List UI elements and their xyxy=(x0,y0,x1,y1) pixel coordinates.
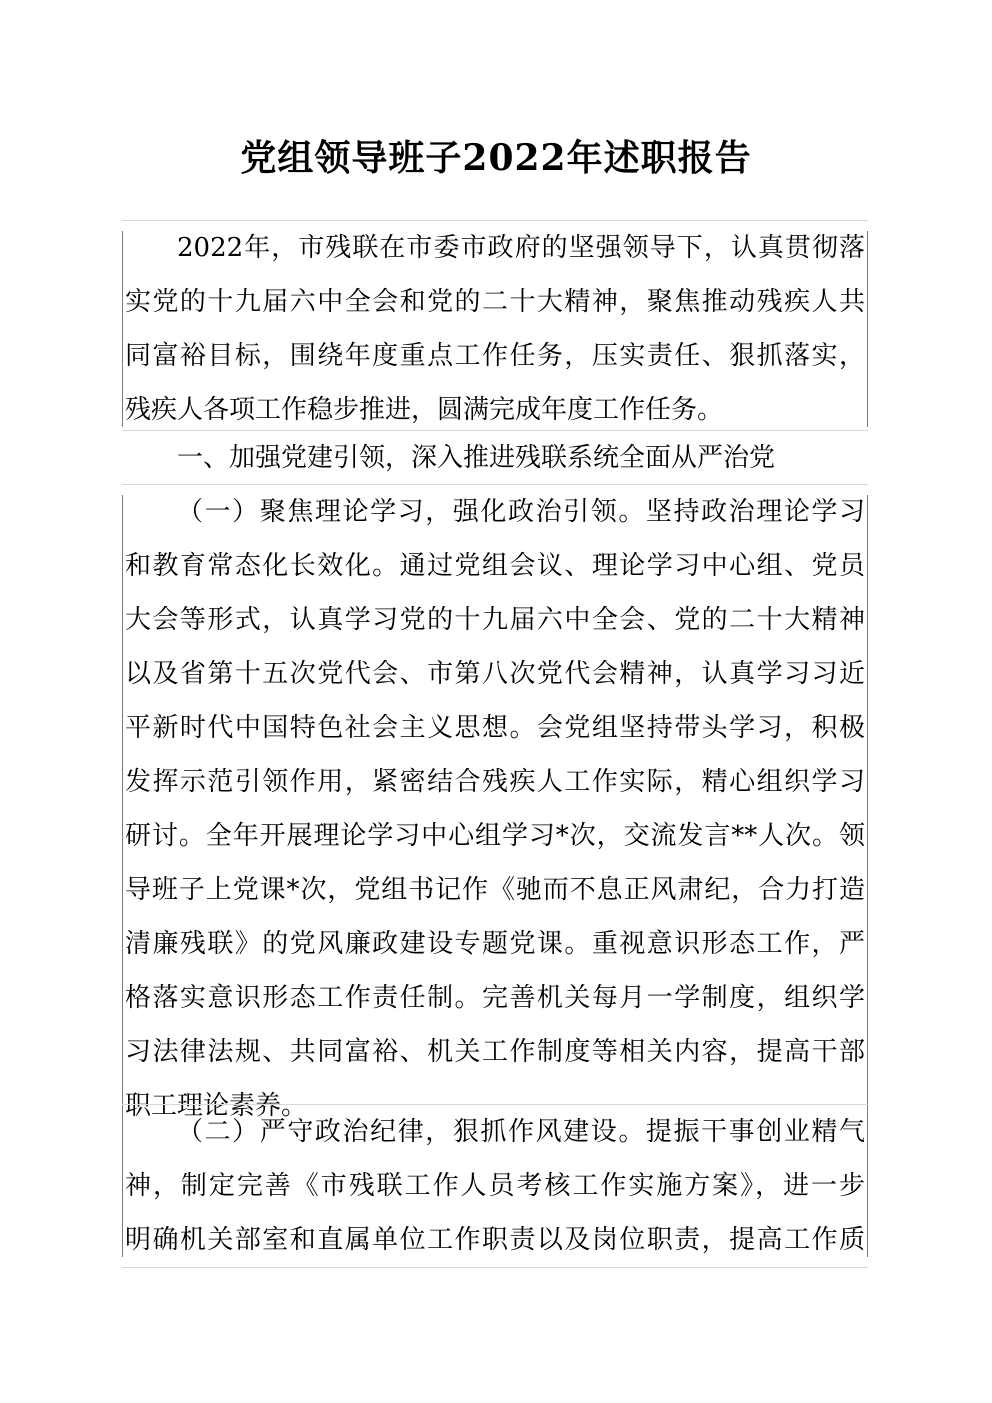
document-title: 党组领导班子2022年述职报告 xyxy=(240,137,752,179)
section-heading-block xyxy=(122,430,868,485)
paragraph-line: 发挥示范引领作用，紧密结合残疾人工作实际，精心组织学习 xyxy=(125,767,865,797)
section-heading: 一、加强党建引领，深入推进残联系统全面从严治党 xyxy=(177,443,776,473)
paragraph-line: 平新时代中国特色社会主义思想。会党组坚持带头学习，积极 xyxy=(125,713,865,743)
paragraph-line: （一）聚焦理论学习，强化政治引领。坚持政治理论学习 xyxy=(177,497,865,527)
paragraph-line: 研讨。全年开展理论学习中心组学习*次，交流发言**人次。领 xyxy=(125,821,865,851)
paragraph-line: 职工理论素养。 xyxy=(125,1091,308,1121)
subsection-2-paragraph xyxy=(122,1104,868,1268)
paragraph-line: 同富裕目标，围绕年度重点工作任务，压实责任、狠抓落实， xyxy=(125,341,865,371)
paragraph-line: 格落实意识形态工作责任制。完善机关每月一学制度，组织学 xyxy=(125,983,865,1013)
paragraph-line: 导班子上党课*次，党组书记作《驰而不息正风肃纪，合力打造 xyxy=(125,875,865,905)
paragraph-line: 习法律法规、共同富裕、机关工作制度等相关内容，提高干部 xyxy=(125,1037,865,1067)
paragraph-line: 清廉残联》的党风廉政建设专题党课。重视意识形态工作，严 xyxy=(125,929,865,959)
paragraph-line: 2022年，市残联在市委市政府的坚强领导下，认真贯彻落 xyxy=(177,233,865,263)
paragraph-line: 神，制定完善《市残联工作人员考核工作实施方案》，进一步 xyxy=(125,1171,865,1201)
paragraph-line: 实党的十九届六中全会和党的二十大精神，聚焦推动残疾人共 xyxy=(125,287,865,317)
paragraph-line: （二）严守政治纪律，狠抓作风建设。提振干事创业精气 xyxy=(177,1117,865,1147)
paragraph-line: 大会等形式，认真学习党的十九届六中全会、党的二十大精神 xyxy=(125,605,865,635)
paragraph-line: 和教育常态化长效化。通过党组会议、理论学习中心组、党员 xyxy=(125,551,865,581)
paragraph-line: 残疾人各项工作稳步推进，圆满完成年度工作任务。 xyxy=(125,395,724,425)
paragraph-line: 明确机关部室和直属单位工作职责以及岗位职责，提高工作质 xyxy=(125,1225,865,1255)
paragraph-line: 以及省第十五次党代会、市第八次党代会精神，认真学习习近 xyxy=(125,659,865,689)
subsection-1-paragraph xyxy=(122,484,868,1133)
intro-paragraph xyxy=(122,220,868,437)
